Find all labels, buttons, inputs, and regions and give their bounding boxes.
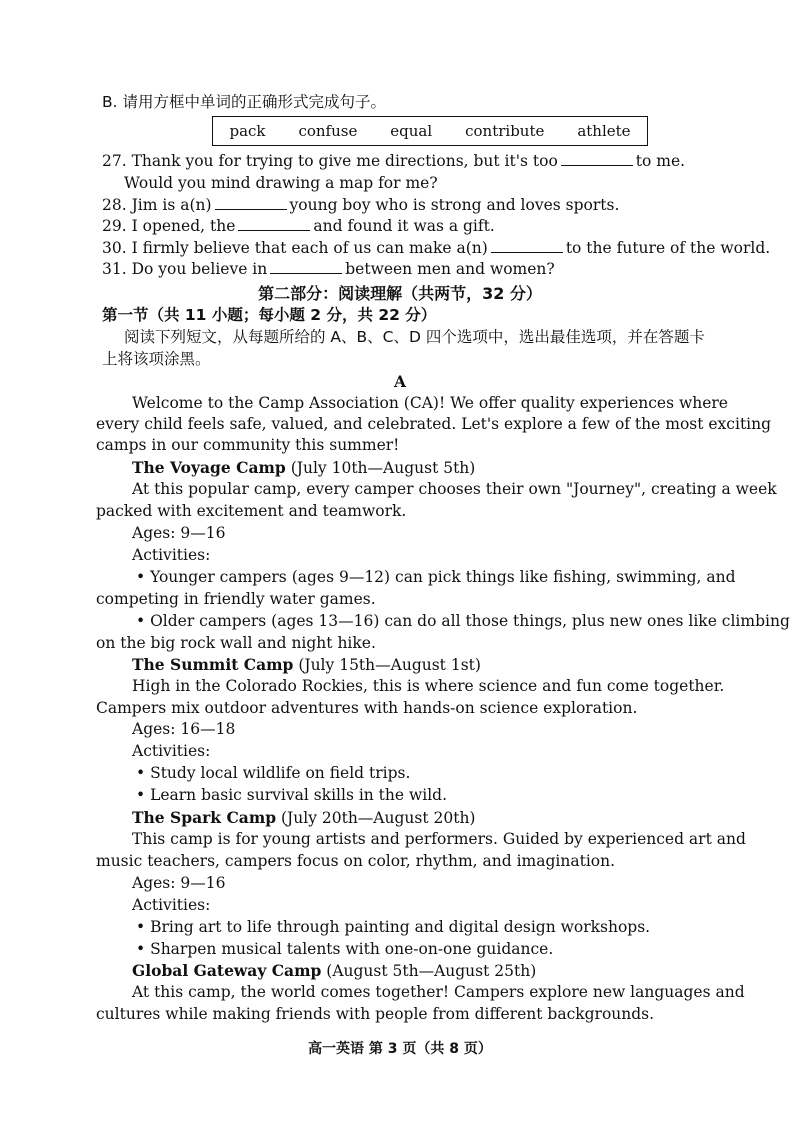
question-31: 31. Do you believe in between men and women?	[102, 260, 555, 278]
question-27: 27. Thank you for trying to give me directions, but it's too to me.	[102, 152, 686, 170]
answer-blank[interactable]	[270, 259, 342, 274]
voyage-desc-1: At this popular camp, every camper chooses their own "Journey", creating a week	[132, 480, 777, 498]
answer-blank[interactable]	[561, 151, 633, 166]
reading-instruction-l2: 上将该项涂黑。	[102, 350, 211, 368]
answer-blank[interactable]	[491, 238, 563, 253]
summit-bullet-2: • Learn basic survival skills in the wild.	[136, 786, 448, 804]
spark-heading	[132, 807, 475, 829]
question-29: 29. I opened, the and found it was a gift.	[102, 217, 495, 235]
global-desc-2: cultures while making friends with people from different backgrounds.	[96, 1005, 655, 1023]
spark-bullet-1: • Bring art to life through painting and digital design workshops.	[136, 918, 651, 936]
spark-dates: (July 20th—August 20th)	[276, 809, 476, 827]
voyage-title: The Voyage Camp	[132, 458, 286, 477]
word-confuse: confuse	[298, 122, 358, 140]
intro-line-2: every child feels safe, valued, and celebrated. Let's explore a few of the most exciting	[96, 415, 772, 433]
passage-label: A	[393, 372, 407, 391]
intro-line-3: camps in our community this summer!	[96, 436, 400, 454]
page-footer: 高一英语 第 3 页（共 8 页）	[308, 1041, 492, 1057]
word-pack: pack	[229, 122, 266, 140]
global-dates: (August 5th—August 25th)	[321, 962, 537, 980]
word-athlete: athlete	[577, 122, 631, 140]
question-28: 28. Jim is a(n) young boy who is strong and loves sports.	[102, 196, 620, 214]
summit-bullet-1: • Study local wildlife on field trips.	[136, 764, 411, 782]
question-30: 30. I firmly believe that each of us can make a(n) to the future of the world.	[102, 239, 771, 257]
summit-ages: Ages: 16—18	[132, 720, 236, 738]
voyage-activities: Activities:	[132, 546, 211, 564]
answer-blank[interactable]	[238, 216, 310, 231]
voyage-bullet-1: • Younger campers (ages 9—12) can pick things like fishing, swimming, and	[136, 568, 736, 586]
voyage-bullet-1-cont: competing in friendly water games.	[96, 590, 376, 608]
word-box	[212, 116, 648, 146]
summit-heading	[132, 654, 481, 676]
section-b-instruction: B. 请用方框中单词的正确形式完成句子。	[102, 93, 386, 111]
summit-desc-1: High in the Colorado Rockies, this is where science and fun come together.	[132, 677, 725, 695]
voyage-ages: Ages: 9—16	[132, 524, 226, 542]
question-27-line2: Would you mind drawing a map for me?	[124, 174, 438, 192]
answer-blank[interactable]	[215, 195, 287, 210]
voyage-bullet-2-cont: on the big rock wall and night hike.	[96, 634, 376, 652]
spark-desc-1: This camp is for young artists and performers. Guided by experienced art and	[132, 830, 746, 848]
spark-title: The Spark Camp	[132, 808, 277, 827]
summit-activities: Activities:	[132, 742, 211, 760]
voyage-bullet-2: • Older campers (ages 13—16) can do all those things, plus new ones like climbing	[136, 612, 790, 630]
word-equal: equal	[390, 122, 433, 140]
voyage-desc-2: packed with excitement and teamwork.	[96, 502, 407, 520]
global-desc-1: At this camp, the world comes together! Campers explore new languages and	[132, 983, 745, 1001]
spark-activities: Activities:	[132, 896, 211, 914]
section1-title: 第一节（共 11 小题；每小题 2 分，共 22 分）	[102, 306, 437, 324]
reading-instruction-l1: 阅读下列短文，从每题所给的 A、B、C、D 四个选项中，选出最佳选项，并在答题卡	[124, 328, 705, 346]
spark-ages: Ages: 9—16	[132, 874, 226, 892]
word-contribute: contribute	[465, 122, 545, 140]
summit-desc-2: Campers mix outdoor adventures with hands-on science exploration.	[96, 699, 638, 717]
summit-dates: (July 15th—August 1st)	[293, 656, 481, 674]
global-heading	[132, 960, 536, 982]
intro-line-1: Welcome to the Camp Association (CA)! We offer quality experiences where	[132, 394, 728, 412]
voyage-heading	[132, 457, 475, 479]
summit-title: The Summit Camp	[132, 655, 294, 674]
global-title: Global Gateway Camp	[132, 961, 322, 980]
part2-title: 第二部分：阅读理解（共两节，32 分）	[258, 284, 542, 303]
voyage-dates: (July 10th—August 5th)	[285, 459, 476, 477]
spark-desc-2: music teachers, campers focus on color, rhythm, and imagination.	[96, 852, 616, 870]
spark-bullet-2: • Sharpen musical talents with one-on-one guidance.	[136, 940, 554, 958]
